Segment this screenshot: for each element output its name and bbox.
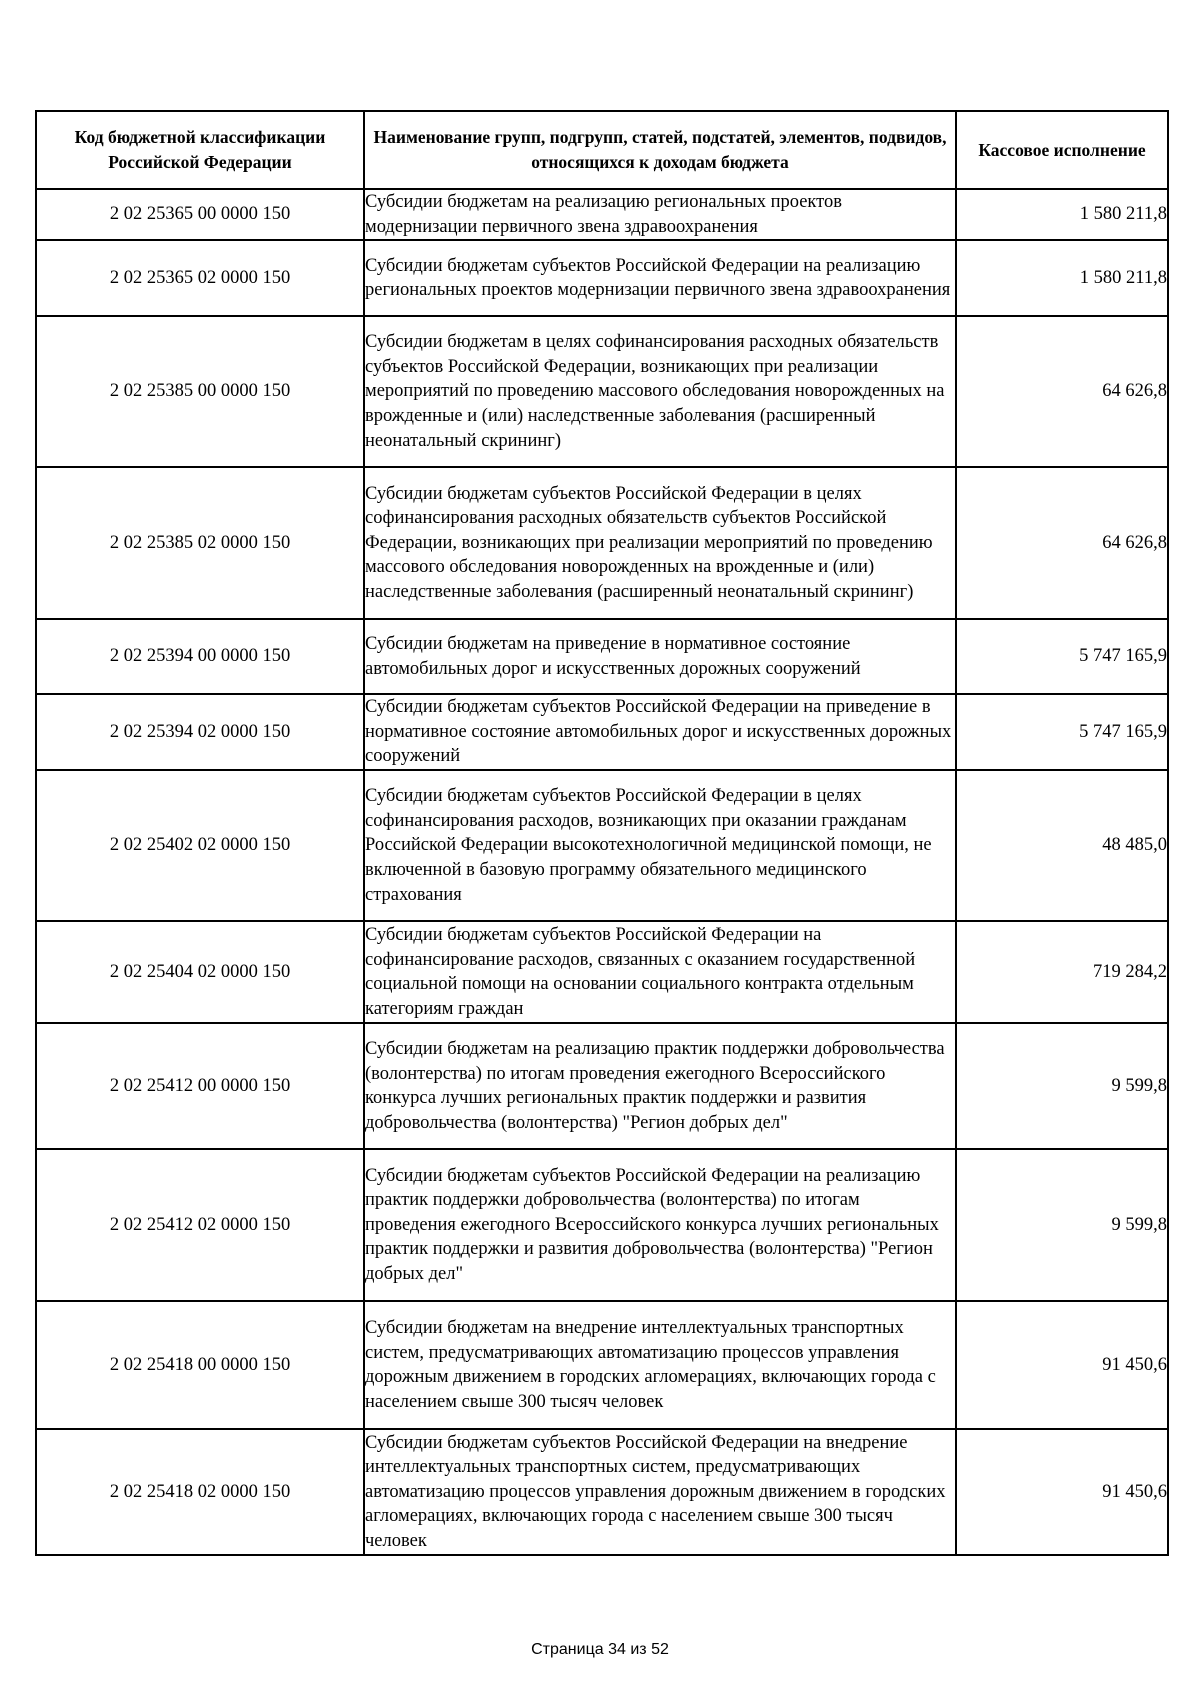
revenue-table	[35, 110, 1169, 1556]
page-label: Страница	[531, 1641, 604, 1658]
row-code: 2 02 25385 02 0000 150	[36, 467, 364, 619]
row-amount: 1 580 211,8	[956, 189, 1168, 240]
row-code: 2 02 25404 02 0000 150	[36, 921, 364, 1023]
header-amount: Кассовое исполнение	[956, 111, 1168, 189]
row-amount: 719 284,2	[956, 921, 1168, 1023]
row-name: Субсидии бюджетам на реализацию региональных проектов модернизации первичного звена здравоохранения	[364, 189, 956, 240]
row-name: Субсидии бюджетам на внедрение интеллектуальных транспортных систем, предусматривающих автоматизацию процессов управления дорожным движением в городских агломерациях, включающих города с населением свыше 300 тысяч человек	[364, 1301, 956, 1429]
table-row	[36, 467, 1168, 619]
row-name: Субсидии бюджетам субъектов Российской Федерации на реализацию региональных проектов модернизации первичного звена здравоохранения	[364, 240, 956, 316]
row-name: Субсидии бюджетам субъектов Российской Федерации в целях софинансирования расходов, возникающих при оказании гражданам Российской Федерации высокотехнологичной медицинской помощи, не включенной в базовую программу обязательного медицинского страхования	[364, 770, 956, 921]
row-amount: 1 580 211,8	[956, 240, 1168, 316]
row-amount: 91 450,6	[956, 1429, 1168, 1555]
table-row	[36, 1023, 1168, 1149]
header-name: Наименование групп, подгрупп, статей, подстатей, элементов, подвидов, относящихся к доходам бюджета	[364, 111, 956, 189]
row-code: 2 02 25412 02 0000 150	[36, 1149, 364, 1301]
table-row	[36, 921, 1168, 1023]
row-code: 2 02 25365 02 0000 150	[36, 240, 364, 316]
row-amount: 64 626,8	[956, 467, 1168, 619]
row-code: 2 02 25418 00 0000 150	[36, 1301, 364, 1429]
table-row	[36, 1301, 1168, 1429]
row-code: 2 02 25365 00 0000 150	[36, 189, 364, 240]
page-current: 34	[608, 1641, 626, 1658]
page-footer	[0, 1641, 1200, 1659]
table-row	[36, 770, 1168, 921]
table-row	[36, 694, 1168, 770]
table-row	[36, 1429, 1168, 1555]
row-name: Субсидии бюджетам субъектов Российской Федерации на софинансирование расходов, связанных с оказанием государственной социальной помощи на основании социального контракта отдельным категориям граждан	[364, 921, 956, 1023]
row-code: 2 02 25412 00 0000 150	[36, 1023, 364, 1149]
row-name: Субсидии бюджетам в целях софинансирования расходных обязательств субъектов Российской Федерации, возникающих при реализации мероприятий по проведению массового обследования новорожденных на врожденные и (или) наследственные заболевания (расширенный неонатальный скрининг)	[364, 316, 956, 467]
row-amount: 91 450,6	[956, 1301, 1168, 1429]
page-total: 52	[651, 1641, 669, 1658]
row-code: 2 02 25394 00 0000 150	[36, 619, 364, 694]
table-row	[36, 316, 1168, 467]
row-code: 2 02 25394 02 0000 150	[36, 694, 364, 770]
row-name: Субсидии бюджетам субъектов Российской Федерации на реализацию практик поддержки добровольчества (волонтерства) по итогам проведения ежегодного Всероссийского конкурса лучших региональных практик поддержки и развития добровольчества (волонтерства) "Регион добрых дел"	[364, 1149, 956, 1301]
page-of: из	[630, 1641, 647, 1658]
row-name: Субсидии бюджетам субъектов Российской Федерации на приведение в нормативное состояние автомобильных дорог и искусственных дорожных сооружений	[364, 694, 956, 770]
row-code: 2 02 25418 02 0000 150	[36, 1429, 364, 1555]
row-amount: 64 626,8	[956, 316, 1168, 467]
table-row	[36, 619, 1168, 694]
row-amount: 5 747 165,9	[956, 694, 1168, 770]
header-code: Код бюджетной классификации Российской Федерации	[36, 111, 364, 189]
row-amount: 9 599,8	[956, 1149, 1168, 1301]
row-amount: 5 747 165,9	[956, 619, 1168, 694]
row-name: Субсидии бюджетам субъектов Российской Федерации на внедрение интеллектуальных транспортных систем, предусматривающих автоматизацию процессов управления дорожным движением в городских агломерациях, включающих города с населением свыше 300 тысяч человек	[364, 1429, 956, 1555]
row-name: Субсидии бюджетам субъектов Российской Федерации в целях софинансирования расходных обязательств субъектов Российской Федерации, возникающих при реализации мероприятий по проведению массового обследования новорожденных на врожденные и (или) наследственные заболевания (расширенный неонатальный скрининг)	[364, 467, 956, 619]
row-code: 2 02 25385 00 0000 150	[36, 316, 364, 467]
row-name: Субсидии бюджетам на приведение в нормативное состояние автомобильных дорог и искусственных дорожных сооружений	[364, 619, 956, 694]
row-amount: 9 599,8	[956, 1023, 1168, 1149]
row-amount: 48 485,0	[956, 770, 1168, 921]
row-name: Субсидии бюджетам на реализацию практик поддержки добровольчества (волонтерства) по итогам проведения ежегодного Всероссийского конкурса лучших региональных практик поддержки и развития добровольчества (волонтерства) "Регион добрых дел"	[364, 1023, 956, 1149]
table-row	[36, 189, 1168, 240]
table-header-row	[36, 111, 1168, 189]
row-code: 2 02 25402 02 0000 150	[36, 770, 364, 921]
table-row	[36, 240, 1168, 316]
table-row	[36, 1149, 1168, 1301]
